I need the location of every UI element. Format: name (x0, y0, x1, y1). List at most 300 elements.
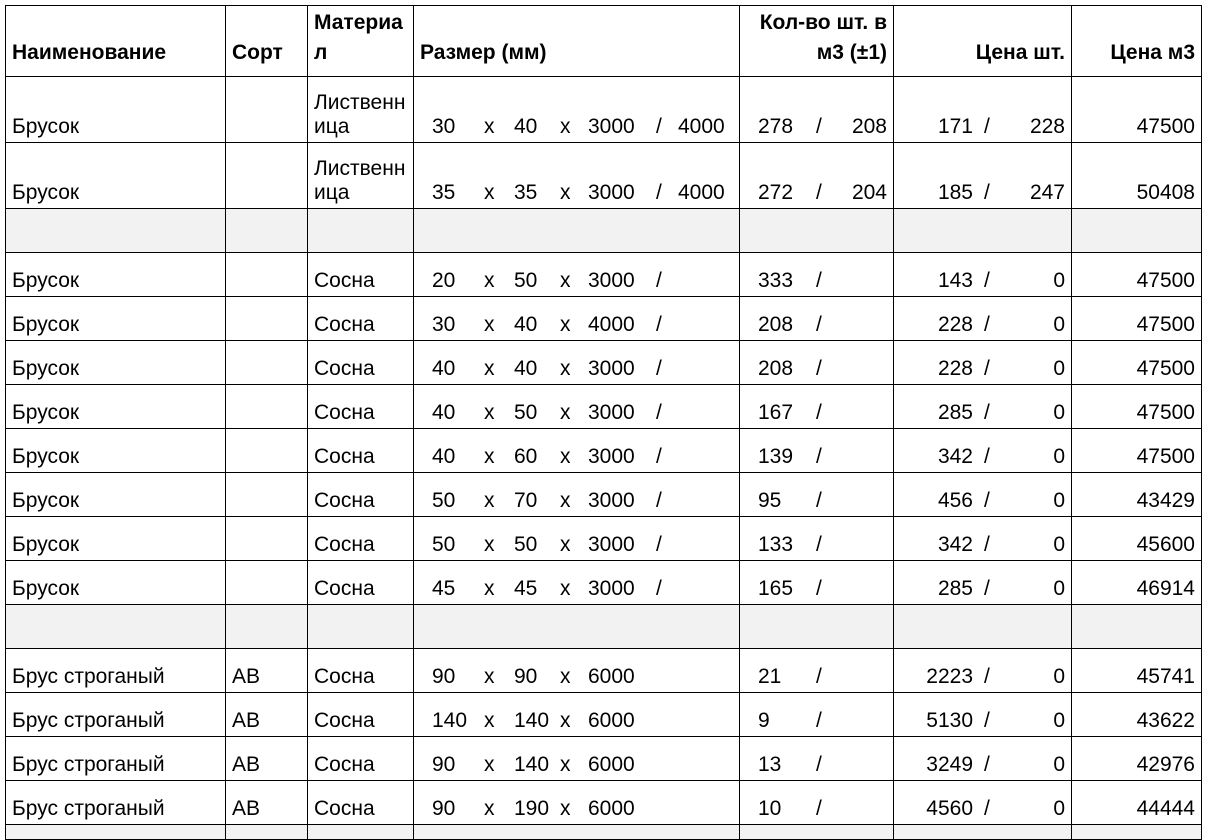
cell-material: Сосна (308, 341, 414, 385)
qty-primary: 21 (758, 665, 782, 688)
price-secondary: 0 (1053, 401, 1065, 424)
qty-slash: / (816, 401, 822, 424)
size-slash: / (656, 357, 662, 380)
qty-value (746, 401, 887, 425)
cell-price-m3: 44444 (1072, 781, 1202, 825)
size-length: 6000 (588, 665, 635, 688)
cell-material: Сосна (308, 473, 414, 517)
cell-size (414, 297, 740, 341)
size-sep: x (484, 445, 495, 468)
cell-grade (226, 253, 308, 297)
price-primary: 3249 (926, 753, 973, 776)
size-sep: x (484, 115, 495, 138)
cell-price-m3: 43429 (1072, 473, 1202, 517)
empty-cell (6, 825, 226, 840)
size-sep: x (484, 181, 495, 204)
price-slash: / (984, 181, 990, 204)
size-sep: x (560, 401, 571, 424)
price-slash: / (984, 115, 990, 138)
size-value (420, 709, 733, 733)
cell-material: Сосна (308, 297, 414, 341)
price-unit-value (900, 489, 1065, 513)
price-unit-value (900, 445, 1065, 469)
price-slash: / (984, 709, 990, 732)
size-sep: x (560, 181, 571, 204)
size-sep: x (560, 489, 571, 512)
table-row (6, 341, 1202, 385)
table-row (6, 77, 1202, 143)
qty-value (746, 753, 887, 777)
size-slash: / (656, 445, 662, 468)
cell-qty (740, 693, 894, 737)
price-slash: / (984, 357, 990, 380)
price-primary: 285 (937, 401, 973, 424)
size-height: 40 (514, 357, 538, 380)
empty-cell (414, 605, 740, 649)
empty-cell (740, 209, 894, 253)
cell-qty (740, 781, 894, 825)
price-secondary: 0 (1053, 577, 1065, 600)
empty-cell (740, 825, 894, 840)
size-height: 70 (514, 489, 538, 512)
cell-grade (226, 385, 308, 429)
cell-size (414, 781, 740, 825)
cell-price-m3: 43622 (1072, 693, 1202, 737)
empty-cell (6, 209, 226, 253)
cell-material: Сосна (308, 385, 414, 429)
price-slash: / (984, 269, 990, 292)
cell-grade (226, 561, 308, 605)
cell-qty (740, 385, 894, 429)
price-unit-value (900, 181, 1065, 205)
qty-value (746, 357, 887, 381)
empty-cell (894, 209, 1072, 253)
price-primary: 456 (937, 489, 973, 512)
size-sep: x (484, 313, 495, 336)
cell-price-unit (894, 429, 1072, 473)
table-row (6, 825, 1202, 840)
cell-name: Брусок (6, 143, 226, 209)
size-slash: / (656, 269, 662, 292)
cell-size (414, 693, 740, 737)
size-sep: x (560, 533, 571, 556)
size-sep: x (484, 489, 495, 512)
size-length: 3000 (588, 577, 635, 600)
size-slash: / (656, 181, 662, 204)
table-body (6, 77, 1202, 840)
qty-slash: / (816, 753, 822, 776)
size-height: 60 (514, 445, 538, 468)
header-row (6, 6, 1202, 77)
cell-size (414, 473, 740, 517)
size-height: 50 (514, 533, 538, 556)
cell-price-unit (894, 341, 1072, 385)
size-sep: x (484, 753, 495, 776)
qty-slash: / (816, 115, 822, 138)
size-sep: x (560, 313, 571, 336)
cell-name: Брусок (6, 341, 226, 385)
cell-price-unit (894, 77, 1072, 143)
table-row (6, 143, 1202, 209)
separator-row (6, 605, 1202, 649)
table-row (6, 649, 1202, 693)
size-value (420, 269, 733, 293)
cell-material: Лиственница (308, 77, 414, 143)
empty-cell (1072, 209, 1202, 253)
qty-value (746, 181, 887, 205)
size-sep: x (560, 357, 571, 380)
cell-price-m3: 47500 (1072, 341, 1202, 385)
cell-price-m3: 47500 (1072, 385, 1202, 429)
cell-price-unit (894, 253, 1072, 297)
size-length: 3000 (588, 269, 635, 292)
cell-price-m3: 50408 (1072, 143, 1202, 209)
price-slash: / (984, 445, 990, 468)
cell-price-unit (894, 143, 1072, 209)
size-value (420, 533, 733, 557)
cell-qty (740, 561, 894, 605)
qty-primary: 10 (758, 797, 782, 820)
price-secondary: 0 (1053, 533, 1065, 556)
price-unit-value (900, 753, 1065, 777)
qty-value (746, 665, 887, 689)
table-row (6, 737, 1202, 781)
header-price-m3: Цена м3 (1072, 6, 1202, 77)
price-unit-value (900, 269, 1065, 293)
cell-name: Брусок (6, 561, 226, 605)
cell-name: Брусок (6, 517, 226, 561)
size-width: 140 (432, 709, 468, 732)
cell-material: Сосна (308, 253, 414, 297)
size-slash: / (656, 489, 662, 512)
empty-cell (6, 605, 226, 649)
price-unit-value (900, 577, 1065, 601)
qty-value (746, 709, 887, 733)
qty-slash: / (816, 489, 822, 512)
cell-material: Лиственница (308, 143, 414, 209)
cell-qty (740, 737, 894, 781)
qty-primary: 333 (758, 269, 794, 292)
size-value (420, 115, 733, 139)
size-width: 90 (432, 665, 456, 688)
size-height: 40 (514, 313, 538, 336)
size-value (420, 357, 733, 381)
qty-slash: / (816, 313, 822, 336)
price-unit-value (900, 357, 1065, 381)
size-sep: x (560, 753, 571, 776)
qty-primary: 13 (758, 753, 782, 776)
empty-cell (414, 209, 740, 253)
qty-value (746, 577, 887, 601)
empty-cell (1072, 825, 1202, 840)
qty-value (746, 445, 887, 469)
price-unit-value (900, 313, 1065, 337)
size-sep: x (484, 577, 495, 600)
qty-value (746, 533, 887, 557)
qty-primary: 139 (758, 445, 794, 468)
size-sep: x (484, 401, 495, 424)
price-slash: / (984, 489, 990, 512)
qty-slash: / (816, 709, 822, 732)
size-sep: x (560, 115, 571, 138)
qty-primary: 272 (758, 181, 794, 204)
size-sep: x (560, 445, 571, 468)
cell-size (414, 143, 740, 209)
qty-secondary: 208 (851, 115, 887, 138)
price-secondary: 0 (1053, 313, 1065, 336)
price-slash: / (984, 665, 990, 688)
qty-primary: 208 (758, 313, 794, 336)
price-primary: 4560 (926, 797, 973, 820)
empty-cell (308, 605, 414, 649)
qty-value (746, 489, 887, 513)
size-width: 40 (432, 445, 456, 468)
price-primary: 228 (937, 313, 973, 336)
price-unit-value (900, 533, 1065, 557)
cell-price-unit (894, 385, 1072, 429)
table-row (6, 517, 1202, 561)
cell-price-unit (894, 473, 1072, 517)
cell-grade (226, 517, 308, 561)
qty-primary: 133 (758, 533, 794, 556)
cell-qty (740, 297, 894, 341)
size-value (420, 181, 733, 205)
cell-price-m3: 45600 (1072, 517, 1202, 561)
size-height: 50 (514, 269, 538, 292)
size-width: 35 (432, 181, 456, 204)
price-secondary: 0 (1053, 489, 1065, 512)
cell-size (414, 341, 740, 385)
size-value (420, 313, 733, 337)
cell-qty (740, 473, 894, 517)
size-sep: x (560, 577, 571, 600)
header-price-unit: Цена шт. (894, 6, 1072, 77)
empty-cell (414, 825, 740, 840)
cell-material: Сосна (308, 737, 414, 781)
size-sep: x (484, 357, 495, 380)
cell-grade (226, 143, 308, 209)
price-primary: 342 (937, 445, 973, 468)
price-secondary: 228 (1029, 115, 1065, 138)
size-slash: / (656, 577, 662, 600)
cell-material: Сосна (308, 781, 414, 825)
price-primary: 2223 (926, 665, 973, 688)
empty-cell (226, 605, 308, 649)
size-width: 45 (432, 577, 456, 600)
cell-name: Брусок (6, 429, 226, 473)
cell-name: Брусок (6, 473, 226, 517)
size-width: 40 (432, 401, 456, 424)
price-primary: 228 (937, 357, 973, 380)
size-value (420, 401, 733, 425)
size-length-alt: 4000 (678, 115, 725, 138)
size-sep: x (484, 665, 495, 688)
cell-price-unit (894, 693, 1072, 737)
price-primary: 171 (937, 115, 973, 138)
cell-grade (226, 297, 308, 341)
qty-primary: 278 (758, 115, 794, 138)
cell-grade (226, 473, 308, 517)
cell-price-m3: 42976 (1072, 737, 1202, 781)
size-length: 6000 (588, 753, 635, 776)
size-height: 90 (514, 665, 538, 688)
cell-qty (740, 77, 894, 143)
cell-qty (740, 517, 894, 561)
cell-price-unit (894, 737, 1072, 781)
size-width: 90 (432, 753, 456, 776)
size-slash: / (656, 115, 662, 138)
price-secondary: 0 (1053, 269, 1065, 292)
qty-slash: / (816, 665, 822, 688)
size-width: 50 (432, 533, 456, 556)
price-unit-value (900, 401, 1065, 425)
cell-grade: AB (226, 649, 308, 693)
size-height: 50 (514, 401, 538, 424)
cell-grade (226, 77, 308, 143)
cell-size (414, 429, 740, 473)
size-slash: / (656, 533, 662, 556)
price-unit-value (900, 115, 1065, 139)
price-secondary: 0 (1053, 445, 1065, 468)
table-row (6, 781, 1202, 825)
size-sep: x (560, 269, 571, 292)
cell-name: Брусок (6, 297, 226, 341)
size-length: 3000 (588, 357, 635, 380)
cell-name: Брусок (6, 77, 226, 143)
size-value (420, 797, 733, 821)
size-value (420, 577, 733, 601)
size-value (420, 665, 733, 689)
qty-slash: / (816, 181, 822, 204)
price-secondary: 0 (1053, 357, 1065, 380)
cell-price-m3: 45741 (1072, 649, 1202, 693)
size-width: 20 (432, 269, 456, 292)
cell-material: Сосна (308, 649, 414, 693)
size-width: 90 (432, 797, 456, 820)
size-height: 40 (514, 115, 538, 138)
separator-row (6, 209, 1202, 253)
price-slash: / (984, 313, 990, 336)
cell-price-m3: 47500 (1072, 429, 1202, 473)
cell-size (414, 737, 740, 781)
size-sep: x (560, 797, 571, 820)
size-length-alt: 4000 (678, 181, 725, 204)
price-primary: 285 (937, 577, 973, 600)
cell-grade (226, 429, 308, 473)
size-height: 35 (514, 181, 538, 204)
size-length: 3000 (588, 401, 635, 424)
table-row (6, 693, 1202, 737)
price-secondary: 247 (1029, 181, 1065, 204)
header-size: Размер (мм) (414, 6, 740, 77)
size-sep: x (484, 269, 495, 292)
size-sep: x (560, 665, 571, 688)
cell-material: Сосна (308, 693, 414, 737)
size-value (420, 489, 733, 513)
qty-slash: / (816, 269, 822, 292)
qty-primary: 208 (758, 357, 794, 380)
cell-qty (740, 253, 894, 297)
cell-grade: AB (226, 693, 308, 737)
empty-cell (894, 605, 1072, 649)
qty-slash: / (816, 445, 822, 468)
header-material: Материал (308, 6, 414, 77)
qty-secondary: 204 (851, 181, 887, 204)
qty-slash: / (816, 357, 822, 380)
cell-name: Брус строганый (6, 781, 226, 825)
cell-name: Брусок (6, 385, 226, 429)
size-width: 30 (432, 115, 456, 138)
table-row (6, 429, 1202, 473)
qty-value (746, 115, 887, 139)
qty-primary: 167 (758, 401, 794, 424)
qty-primary: 165 (758, 577, 794, 600)
price-slash: / (984, 577, 990, 600)
price-secondary: 0 (1053, 665, 1065, 688)
cell-grade: AB (226, 781, 308, 825)
empty-cell (308, 209, 414, 253)
size-value (420, 445, 733, 469)
cell-material: Сосна (308, 429, 414, 473)
size-length: 6000 (588, 709, 635, 732)
cell-name: Брус строганый (6, 649, 226, 693)
size-height: 190 (514, 797, 550, 820)
cell-price-unit (894, 781, 1072, 825)
table-row (6, 473, 1202, 517)
cell-material: Сосна (308, 561, 414, 605)
cell-size (414, 77, 740, 143)
price-unit-value (900, 665, 1065, 689)
size-sep: x (484, 533, 495, 556)
size-height: 140 (514, 753, 550, 776)
size-length: 3000 (588, 445, 635, 468)
size-length: 3000 (588, 533, 635, 556)
size-sep: x (560, 709, 571, 732)
price-primary: 342 (937, 533, 973, 556)
cell-name: Брус строганый (6, 693, 226, 737)
cell-size (414, 649, 740, 693)
cell-material: Сосна (308, 517, 414, 561)
cell-price-m3: 47500 (1072, 297, 1202, 341)
table-row (6, 297, 1202, 341)
price-slash: / (984, 401, 990, 424)
header-qty: Кол-во шт. в м3 (±1) (740, 6, 894, 77)
size-slash: / (656, 401, 662, 424)
cell-size (414, 253, 740, 297)
price-unit-value (900, 797, 1065, 821)
empty-cell (1072, 605, 1202, 649)
price-primary: 5130 (926, 709, 973, 732)
empty-cell (740, 605, 894, 649)
cell-size (414, 517, 740, 561)
size-width: 40 (432, 357, 456, 380)
price-slash: / (984, 753, 990, 776)
price-primary: 143 (937, 269, 973, 292)
table-row (6, 253, 1202, 297)
cell-price-m3: 46914 (1072, 561, 1202, 605)
price-unit-value (900, 709, 1065, 733)
price-secondary: 0 (1053, 753, 1065, 776)
size-height: 45 (514, 577, 538, 600)
cell-size (414, 561, 740, 605)
cell-grade: AB (226, 737, 308, 781)
size-height: 140 (514, 709, 550, 732)
size-length: 4000 (588, 313, 635, 336)
size-length: 3000 (588, 115, 635, 138)
cell-price-unit (894, 561, 1072, 605)
size-length: 6000 (588, 797, 635, 820)
size-width: 50 (432, 489, 456, 512)
